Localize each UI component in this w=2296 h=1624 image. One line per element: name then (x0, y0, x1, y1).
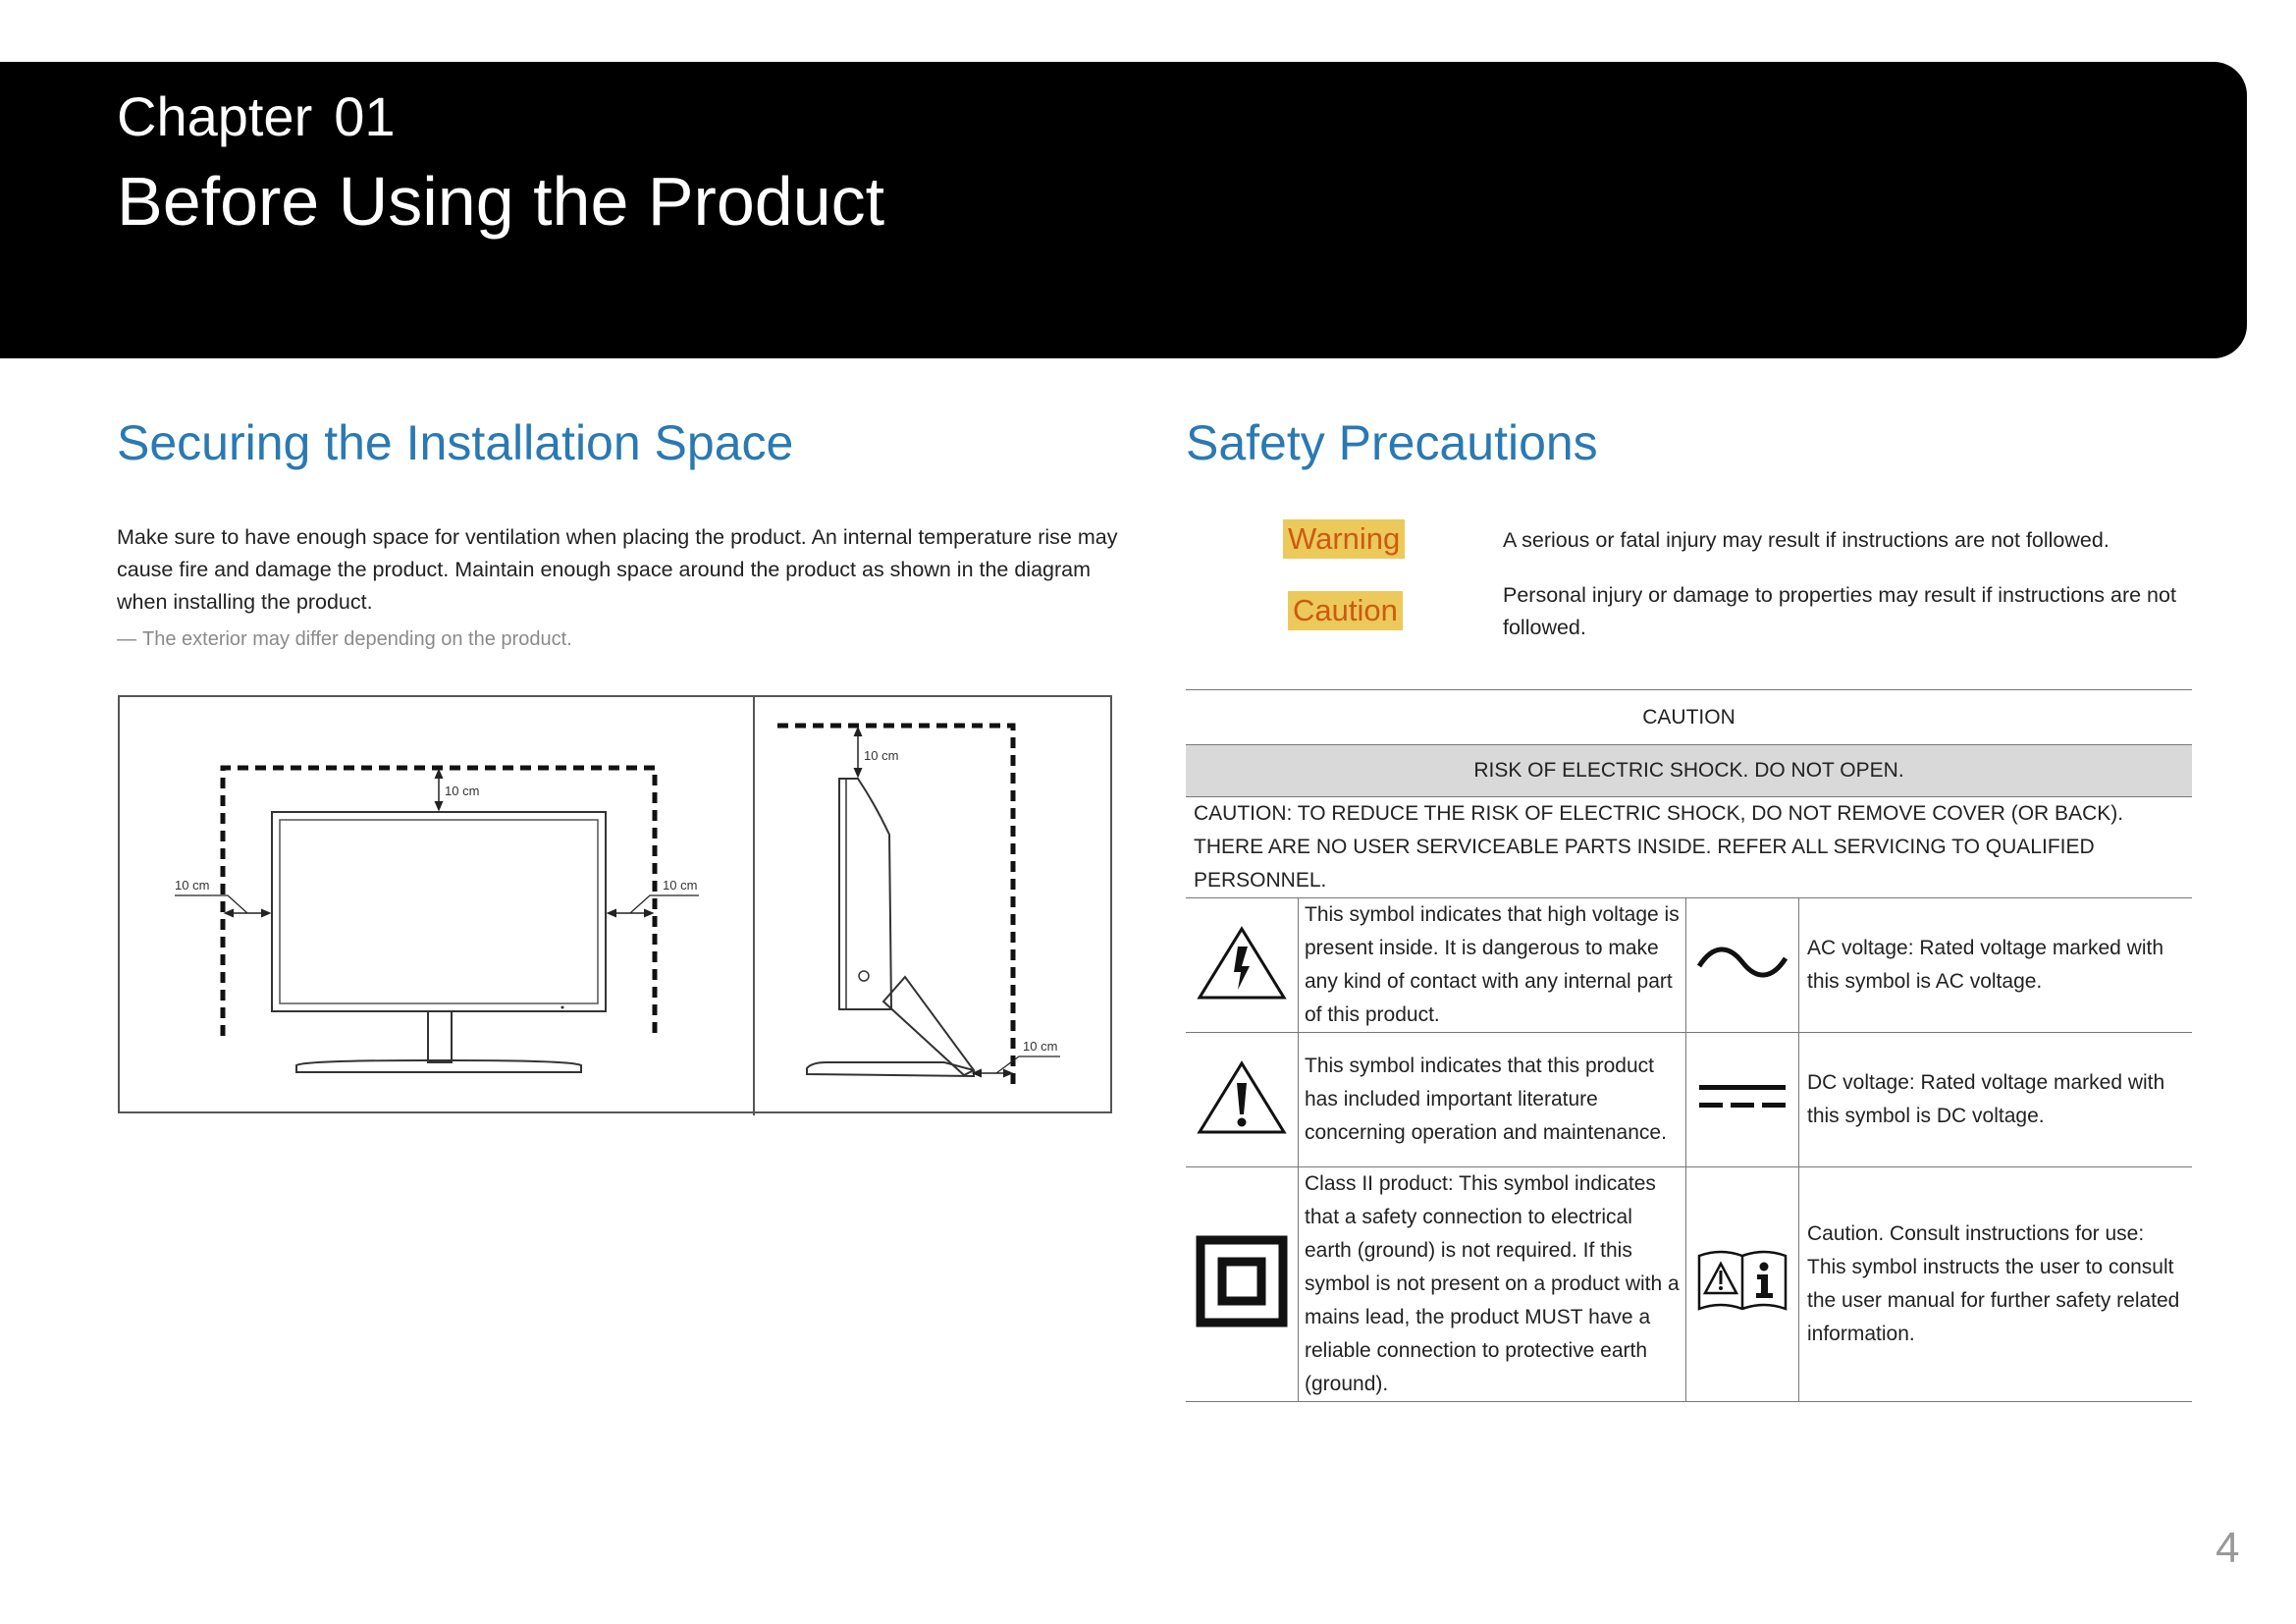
table-row (1186, 1167, 2192, 1402)
table-row (1186, 1033, 2192, 1167)
clearance-boundary-front (223, 768, 655, 1036)
symbol-cell (1186, 1167, 1299, 1402)
table-row (1186, 690, 2192, 745)
safety-section-title: Safety Precautions (1186, 415, 1598, 470)
caution-body: CAUTION: TO REDUCE THE RISK OF ELECTRIC SHOCK, DO NOT REMOVE COVER (OR BACK). THERE ARE NO USER SERVICEABLE PARTS INSIDE. REFER ALL SERVICING TO QUALIFIED PERSONNEL. (1186, 797, 2192, 898)
dc-voltage-icon (1695, 1077, 1789, 1116)
class-ii-icon (1195, 1234, 1289, 1328)
chapter-number: 01 (334, 85, 396, 147)
side-base (807, 1062, 974, 1076)
page-title: Before Using the Product (117, 163, 885, 240)
monitor-front (272, 812, 606, 1011)
symbol-description: Caution. Consult instructions for use: This symbol instructs the user to consult the user manual for further safety related information. (1799, 1167, 2193, 1402)
clearance-diagram (120, 697, 1114, 1115)
table-row (1186, 898, 2192, 1033)
caution-heading: CAUTION (1186, 690, 2192, 745)
safety-table (1186, 689, 2192, 1402)
table-row (1186, 797, 2192, 898)
symbol-description: This symbol indicates that high voltage is present inside. It is dangerous to make any kind of contact with any internal part of this product. (1299, 898, 1686, 1033)
risk-banner: RISK OF ELECTRIC SHOCK. DO NOT OPEN. (1186, 745, 2192, 797)
installation-section-title: Securing the Installation Space (117, 415, 794, 470)
exclamation-triangle-icon (1195, 1057, 1289, 1136)
side-view (777, 726, 1060, 1090)
table-row (1186, 745, 2192, 797)
side-top-clearance-label: 10 cm (864, 748, 899, 763)
right-clearance-label: 10 cm (663, 878, 698, 893)
side-back-clearance-label: 10 cm (1023, 1039, 1058, 1054)
symbol-cell (1686, 898, 1799, 1033)
symbol-cell (1686, 1033, 1799, 1167)
monitor-screen (280, 820, 598, 1003)
chapter-label: Chapter 01 (117, 85, 396, 147)
symbol-description: Class II product: This symbol indicates that a safety connection to electrical earth (ground) is not required. If this symbol is not present on a product with a mains lead, the product MUST have a reliable connection to protective earth (ground). (1299, 1167, 1686, 1402)
warning-description: A serious or fatal injury may result if instructions are not followed. (1503, 528, 2109, 552)
clearance-boundary-side (777, 726, 1013, 1090)
ac-voltage-icon (1695, 943, 1789, 982)
note-mark: ― (117, 628, 136, 650)
left-clearance-label: 10 cm (175, 878, 210, 893)
side-stand (883, 977, 974, 1075)
symbol-description: AC voltage: Rated voltage marked with this symbol is AC voltage. (1799, 898, 2193, 1033)
symbol-cell (1686, 1167, 1799, 1402)
high-voltage-icon (1195, 923, 1289, 1001)
symbol-description: This symbol indicates that this product has included important literature concerning operation and maintenance. (1299, 1033, 1686, 1167)
consult-manual-icon (1695, 1246, 1789, 1317)
page-number: 4 (2216, 1524, 2240, 1572)
caution-description: Personal injury or damage to properties may result if instructions are not followed. (1503, 583, 2176, 639)
front-view (175, 768, 699, 1072)
installation-note: ― The exterior may differ depending on the product. (117, 628, 572, 650)
warning-badge: Warning (1283, 519, 1405, 559)
caution-badge: Caution (1288, 591, 1403, 630)
installation-intro: Make sure to have enough space for ventilation when placing the product. An internal temperature rise may cause fire and damage the product. Maintain enough space around the product as shown in the diagram when installing the product. (117, 525, 1118, 614)
top-clearance-label: 10 cm (445, 784, 480, 798)
monitor-side (839, 779, 891, 1009)
installation-diagram (118, 695, 1112, 1113)
symbol-cell (1186, 898, 1299, 1033)
symbol-cell (1186, 1033, 1299, 1167)
symbol-description: DC voltage: Rated voltage marked with this symbol is DC voltage. (1799, 1033, 2193, 1167)
monitor-neck (428, 1011, 452, 1062)
